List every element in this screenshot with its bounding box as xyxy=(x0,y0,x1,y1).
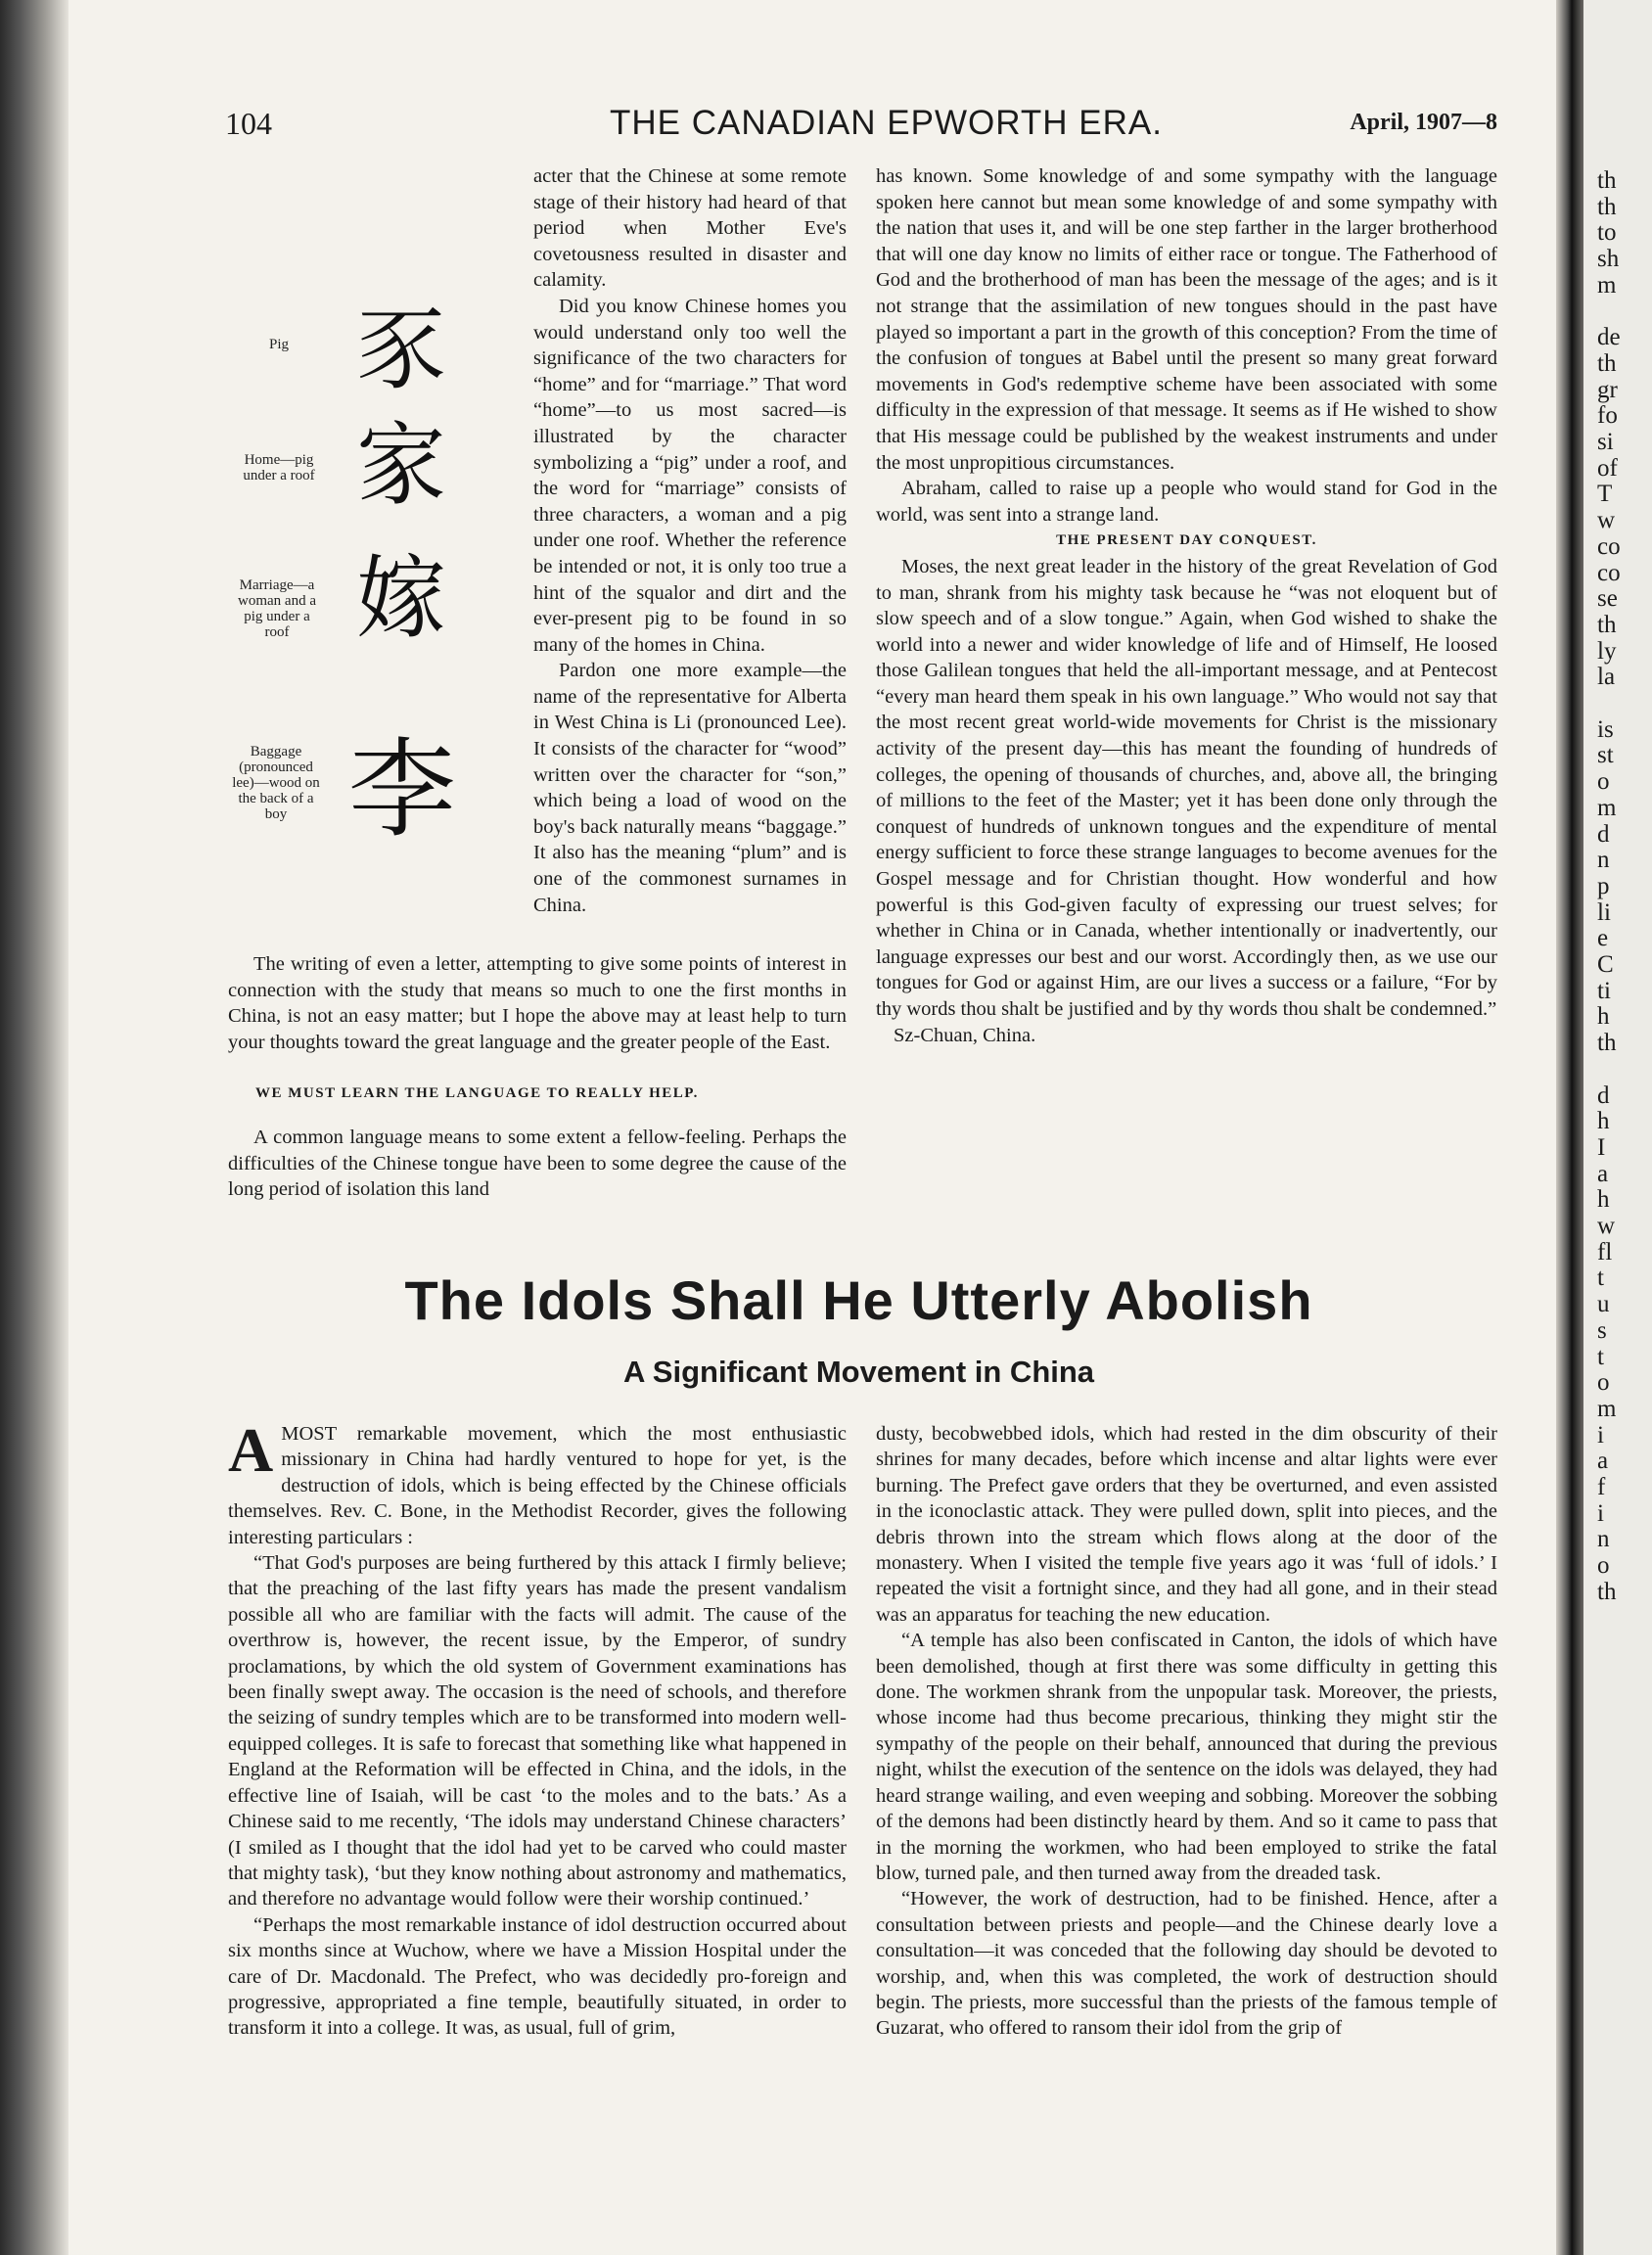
adjacent-page-fragment: h xyxy=(1597,1003,1610,1031)
adjacent-page-fragment: i xyxy=(1597,1499,1604,1527)
adjacent-page-fragment: se xyxy=(1597,585,1618,613)
adjacent-page-fragment: to xyxy=(1597,219,1617,247)
adjacent-page-fragment: de xyxy=(1597,324,1621,351)
adjacent-page-fragment: e xyxy=(1597,925,1609,952)
page-number: 104 xyxy=(225,106,272,141)
paragraph: AMOST remarkable movement, which the most enthusiastic missionary in China had hardly ventured to hope for yet, is the destruction of idols, which is being effected by the Chinese officials themselves. Rev. C. Bone, in the Methodist Recorder, gives the following interesting particulars : xyxy=(228,1415,847,1548)
adjacent-page-fragment: w xyxy=(1597,1213,1616,1239)
page-gutter xyxy=(1556,0,1583,2255)
adjacent-page-fragment: t xyxy=(1597,1265,1604,1292)
adjacent-page-fragment: th xyxy=(1597,1578,1617,1605)
adjacent-page-fragment: n xyxy=(1597,1526,1610,1553)
adjacent-page-fragment: n xyxy=(1597,847,1610,874)
adjacent-page-fragment: sh xyxy=(1597,246,1620,273)
adjacent-page-fragment: st xyxy=(1597,742,1614,769)
adjacent-page-fragment: si xyxy=(1597,429,1614,455)
adjacent-page-fragment: a xyxy=(1597,1448,1609,1475)
adjacent-page-fragment: I xyxy=(1597,1133,1606,1161)
article1-column2 xyxy=(876,163,1497,1048)
adjacent-page-fragment: h xyxy=(1597,1108,1610,1135)
paragraph: The writing of even a letter, attempting to give some points of interest in connection with the study that means so much to one the first months in China, is not an easy matter; but I hope the above may at least help to turn your thoughts toward the great language and the greater people of the East. xyxy=(228,953,847,1053)
adjacent-page-fragment: m xyxy=(1597,271,1617,299)
adjacent-page-fragment: i xyxy=(1597,1421,1604,1449)
paragraph: acter that the Chinese at some remote stage of their history had heard of that period when Mother Eve's covetousness resulted in disaster and calamity. xyxy=(533,165,847,292)
paragraph: “However, the work of destruction, had to be finished. Hence, after a consultation between priests and people—and the Chinese dearly love a consultation—it was conceded that the following day should be devoted to worship, and, when this was completed, the work of destruction should begin. The priests, more successful than the priests of the famous temple of Guzarat, who offered to ransom their idol from the grip of xyxy=(876,1888,1497,2040)
adjacent-page-fragment: la xyxy=(1597,664,1616,691)
adjacent-page-fragment: a xyxy=(1597,1160,1609,1187)
adjacent-page-fragment: C xyxy=(1597,951,1614,978)
adjacent-page-fragment: t xyxy=(1597,1343,1604,1370)
adjacent-page-fragment: T xyxy=(1597,481,1613,508)
caption-marriage: Marriage—a woman and a pig under a roof xyxy=(238,577,316,640)
paragraph: dusty, becobwebbed idols, which had rested in the dim obscurity of their shrines for many decades, before which incense and altar lights were ever burning. The Prefect gave orders that they be overturned, and even assisted in the iconoclastic attack. They were pulled down, split into pieces, and the debris thrown into the stream which flows along at the door of the monastery. When I visited the temple five years ago it was ‘full of idols.’ I repeated the visit a fortnight since, and they had all gone, and in their stead was an apparatus for teaching the new education. xyxy=(876,1423,1497,1626)
paragraph: Moses, the next great leader in the history of the great Revelation of God to man, shrank from his mighty task because he “was not eloquent but of slow speech and of a slow tongue.” Again, when God wished to shake the world into a newer and wider knowledge of life and of Himself, He loosed those Galilean tongues that held the all-important message, and at Pentecost “every man heard them speak in his own language.” Who would not say that the most recent great world-wide movements for Christ is the missionary activity of the present day—this has meant the founding of hundreds of colleges, the opening of thousands of churches, and, above all, the bringing of millions to the feet of the Master; yet it has been done only through the conquest of hundreds of unknown tongues and the expenditure of mental energy sufficient to force these strange languages to become avenues for the Gospel message and for Christian thought. How wonderful and how powerful is this God-given faculty of expressing our truest selves; for whether in China or in Canada, whether intentionally or inadvertently, our language expresses our best and our worst. Accordingly then, as we use our tongues for God or against Him, are our lives a success or a failure, “For by thy words thou shalt be justified and by thy words thou shalt be condemned.” xyxy=(876,555,1497,1020)
adjacent-page-edge xyxy=(1583,0,1652,2255)
adjacent-page-fragment: th xyxy=(1597,167,1617,194)
adjacent-page-fragment: th xyxy=(1597,349,1617,377)
paragraph: Pardon one more example—the name of the representative for Alberta in West China is Li (pronounced Lee). It consists of the character for “wood” written over the character for “son,” which being a load of wood on the boy's back naturally means “baggage.” It also has the meaning “plum” and is one of the commonest surnames in China. xyxy=(533,660,847,916)
adjacent-page-fragment: o xyxy=(1597,768,1610,796)
article-headline: The Idols Shall He Utterly Abolish xyxy=(404,1269,1313,1331)
adjacent-page-fragment: u xyxy=(1597,1291,1610,1318)
paragraph: Abraham, called to raise up a people who would stand for God in the world, was sent into a strange land. xyxy=(876,478,1497,526)
article2-left-column xyxy=(228,1415,847,2042)
article1-column1-bottom xyxy=(228,951,847,1203)
adjacent-page-fragment: s xyxy=(1597,1316,1607,1344)
adjacent-page-fragment: ti xyxy=(1597,977,1611,1004)
adjacent-page-fragment: ly xyxy=(1597,637,1617,665)
paragraph: “Perhaps the most remarkable instance of idol destruction occurred about six months since at Wuchow, where we have a Mission Hospital under the care of Dr. Macdonald. The Prefect, who was decidedly pro-foreign and progressive, appropriated a fine temple, beautifully situated, in order to transform it into a college. It was, as usual, full of grim, xyxy=(228,1913,847,2040)
adjacent-page-fragment: fl xyxy=(1597,1238,1613,1266)
caption-pig: Pig xyxy=(268,337,289,352)
adjacent-page-fragment: f xyxy=(1597,1474,1606,1500)
paragraph: has known. Some knowledge of and some sympathy with the language spoken here cannot but mean some knowledge of and some sympathy with the nation that uses it, and will be one step farther in the larger brotherhood that will one day know no limits of either race or tongue. The Fatherhood of God and the brotherhood of man has been the message of the ages; and is it not strange that the assimilation of new tongues should in the past have played so important a part in the growth of this conception? From the time of the confusion of tongues at Babel until the present so many great forward movements in God's redemptive scheme have been associated with some difficulty in the expression of that message. It seems as if He wished to show that His message could be published by the weakest instruments and under the most unpropitious circumstances. xyxy=(876,165,1497,474)
section-subhead: WE MUST LEARN THE LANGUAGE TO REALLY HELP. xyxy=(255,1085,699,1102)
article2-right-column xyxy=(876,1421,1497,2042)
adjacent-page-fragment: fo xyxy=(1597,402,1618,430)
character-home: 家 xyxy=(356,413,447,518)
adjacent-page-fragment: li xyxy=(1597,898,1611,926)
adjacent-page-fragment: is xyxy=(1597,715,1614,743)
adjacent-page-fragment: m xyxy=(1597,794,1617,821)
caption-baggage: Baggage (pronounced lee)—wood on the back of a boy xyxy=(232,744,320,822)
adjacent-page-fragment: o xyxy=(1597,1552,1610,1580)
paragraph: A common language means to some extent a fellow-feeling. Perhaps the difficulties of the Chinese tongue have been to some degree the cause of the long period of isolation this land xyxy=(228,1126,847,1201)
adjacent-page-fragment: th xyxy=(1597,1030,1617,1057)
adjacent-page-fragment: h xyxy=(1597,1186,1610,1214)
adjacent-page-fragment: m xyxy=(1597,1395,1617,1422)
article1-column1-top xyxy=(533,163,847,918)
adjacent-page-fragment: d xyxy=(1597,820,1610,848)
paragraph: Did you know Chinese homes you would understand only too well the significance of the two characters for “home” and for “marriage.” That word “home”—to us most sacred—is illustrated by the character symbolizing a “pig” under a roof, and the word for “marriage” consists of three characters, a woman and a pig under one roof. Whether the reference be intended or not, it is only too true a hint of the squalor and dirt and the ever-present pig to be found in so many of the homes in China. xyxy=(533,295,847,656)
issue-date: April, 1907—8 xyxy=(1350,110,1497,135)
character-li: 李 xyxy=(348,727,456,852)
adjacent-page-fragment: d xyxy=(1597,1081,1610,1109)
publication-title: THE CANADIAN EPWORTH ERA. xyxy=(610,104,1163,142)
adjacent-page-fragment: of xyxy=(1597,454,1618,482)
paragraph: “That God's purposes are being furthered by this attack I firmly believe; that the preaching of the last fifty years has made the present vandalism possible all who are familiar with the facts will admit. The cause of the overthrow is, however, the recent issue, by the Emperor, of sundry proclamations, by which the old system of Government examinations has been finally swept away. The occasion is the need of schools, and therefore the seizing of sundry temples which are to be transformed into modern well-equipped colleges. It is safe to forecast that something like what happened in England at the Reformation will be effected in China, and the idols, in the effective line of Isaiah, will be cast ‘to the moles and to the bats.’ As a Chinese said to me recently, ‘The idols may understand Chinese characters’ (I smiled as I thought that the idol had yet to be carved who could master that mighty task), ‘but they know nothing about astronomy and mathematics, and therefore no advantage would follow were their worship continued.’ xyxy=(228,1552,847,1910)
article-deck: A Significant Movement in China xyxy=(622,1355,1095,1389)
adjacent-page-fragment: th xyxy=(1597,193,1617,220)
binding-shadow xyxy=(0,0,69,2255)
paragraph: “A temple has also been confiscated in Canton, the idols of which have been demolished, though at first there was some difficulty in getting this done. The workmen shrank from the unpopular task. Moreover, the priests, whose income had thus become precarious, thinking they might stir the sympathy of the people on their behalf, announced that during the previous night, whilst the execution of the sentence on the idols was delayed, they had heard strange wailing, and even weeping and sobbing. Moreover the sobbing of the demons had been distinctly heard by them. And so it came to pass that in the morning the workmen, who had been employed to strike the fatal blow, turned pale, and then turned away from the dreaded task. xyxy=(876,1630,1497,1884)
adjacent-page-fragment: co xyxy=(1597,532,1621,560)
adjacent-page-fragment: gr xyxy=(1597,376,1618,403)
drop-cap: A xyxy=(228,1415,274,1485)
adjacent-page-fragment: th xyxy=(1597,611,1617,638)
running-header xyxy=(225,106,1497,145)
signature: Sz-Chuan, China. xyxy=(894,1024,1036,1046)
character-pig: 豕 xyxy=(356,298,447,402)
character-marriage: 嫁 xyxy=(356,546,447,651)
adjacent-page-fragment: o xyxy=(1597,1369,1610,1397)
adjacent-page-fragment: p xyxy=(1597,872,1610,899)
adjacent-page-fragment: co xyxy=(1597,559,1621,586)
section-subhead: THE PRESENT DAY CONQUEST. xyxy=(1056,532,1317,549)
adjacent-page-fragment: w xyxy=(1597,507,1616,534)
caption-home: Home—pig under a roof xyxy=(243,452,315,483)
